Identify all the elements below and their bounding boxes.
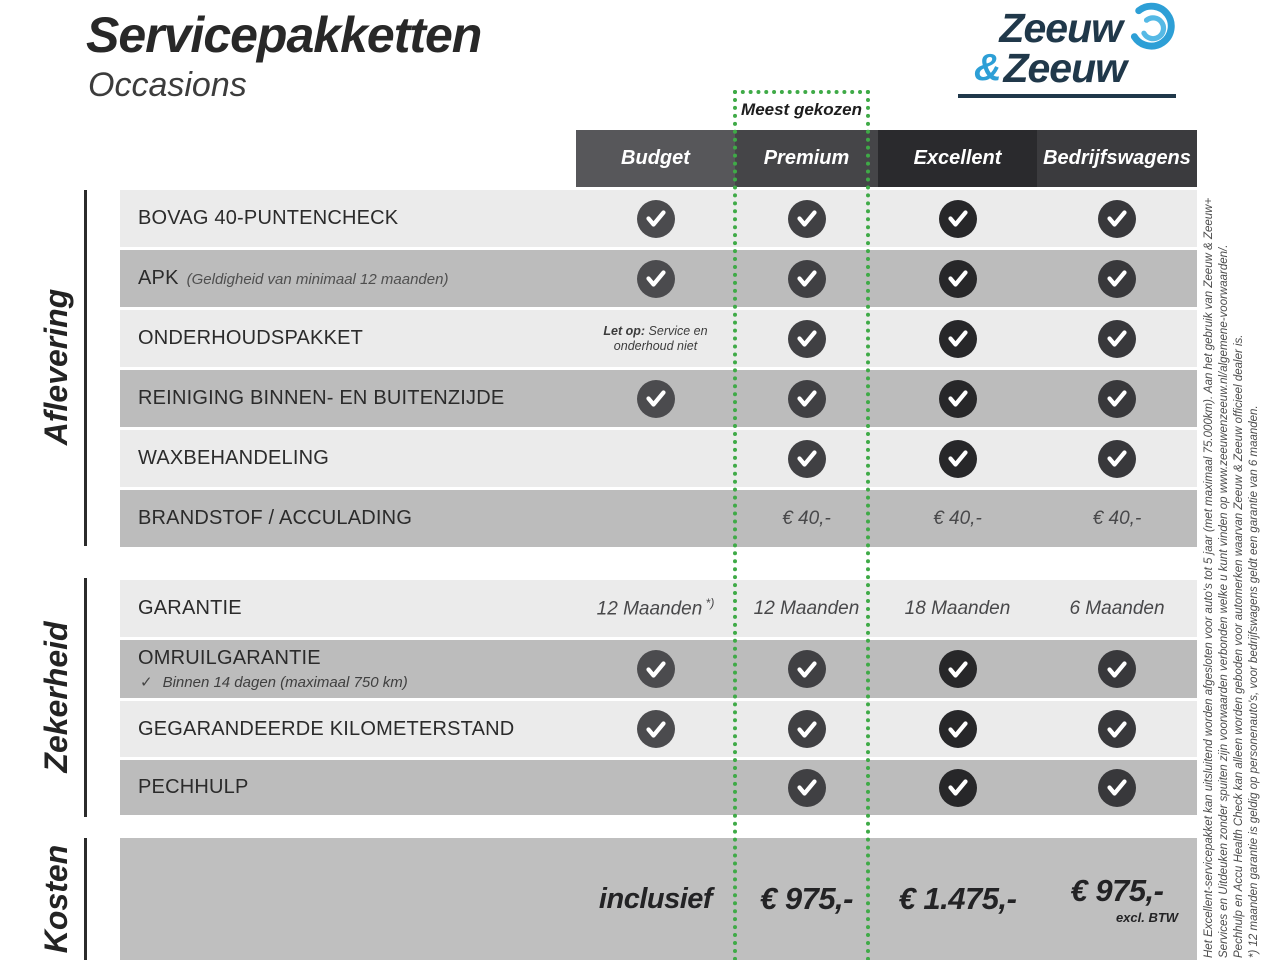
row-label-zone — [120, 490, 576, 547]
check-icon — [1098, 200, 1136, 238]
check-icon — [939, 769, 977, 807]
check-icon — [788, 200, 826, 238]
row-label-zone — [120, 701, 576, 757]
column-header-budget: Budget — [576, 130, 735, 187]
cost-value: € 1.475,- — [898, 881, 1017, 916]
cell-bedrijfswagens — [1037, 190, 1197, 247]
row-label-zone — [120, 760, 576, 815]
table-row — [120, 430, 1197, 487]
logo-word1: Zeeuw — [999, 4, 1122, 51]
check-icon — [939, 200, 977, 238]
table-row — [120, 370, 1197, 427]
disclaimer-line: Pechhulp en Accu Health Check kan alleen worden geboden voor automerken waarvan Zeeuw & Zeeuw officieel dealer is. — [1233, 334, 1245, 958]
row-label: PECHHULP — [138, 776, 249, 798]
cell-excellent — [878, 838, 1037, 960]
table-row — [120, 310, 1197, 367]
cell-budget — [576, 430, 735, 487]
cell-bedrijfswagens — [1037, 701, 1197, 757]
cell-budget — [576, 580, 735, 637]
section-line-aflevering — [84, 190, 87, 546]
cell-premium — [735, 760, 878, 815]
logo-word2: Zeeuw — [1003, 44, 1127, 91]
cell-bedrijfswagens — [1037, 310, 1197, 367]
table-row — [120, 760, 1197, 815]
cell-value: 6 Maanden — [1069, 597, 1165, 619]
cost-value: inclusief — [598, 882, 713, 915]
table-row — [120, 250, 1197, 307]
logo-ampersand: & — [974, 46, 1002, 89]
table-row — [120, 190, 1197, 247]
row-label-zone — [120, 310, 576, 367]
cost-subnote: excl. BTW — [1115, 910, 1179, 925]
footnote-marker: *) — [702, 596, 715, 611]
row-label-zone — [120, 580, 576, 637]
check-icon — [1098, 769, 1136, 807]
cell-value: 12 Maanden — [753, 597, 860, 619]
row-label: REINIGING BINNEN- EN BUITENZIJDE — [138, 387, 505, 409]
check-icon — [788, 320, 826, 358]
cell-budget — [576, 490, 735, 547]
cell-budget — [576, 190, 735, 247]
column-header-excellent: Excellent — [878, 130, 1037, 187]
row-label-zone — [120, 838, 576, 960]
section-label-kosten: Kosten — [37, 844, 74, 954]
row-label-zone — [120, 640, 576, 698]
table-row — [120, 838, 1197, 960]
cell-premium — [735, 490, 878, 547]
cell-budget — [576, 370, 735, 427]
check-icon — [939, 710, 977, 748]
row-label-zone — [120, 430, 576, 487]
check-icon — [637, 650, 675, 688]
cell-budget — [576, 838, 735, 960]
cell-value: 12 Maanden *) — [596, 596, 715, 620]
cell-premium — [735, 430, 878, 487]
most-chosen-label: Meest gekozen — [741, 100, 862, 119]
cost-value: € 975,- — [759, 881, 853, 916]
check-icon — [939, 260, 977, 298]
cell-bedrijfswagens — [1037, 370, 1197, 427]
cell-budget — [576, 701, 735, 757]
check-icon — [939, 380, 977, 418]
row-label: GEGARANDEERDE KILOMETERSTAND — [138, 717, 515, 740]
check-icon — [1098, 650, 1136, 688]
row-label-zone — [120, 190, 576, 247]
cell-excellent — [878, 310, 1037, 367]
table-row — [120, 580, 1197, 637]
cell-bedrijfswagens — [1037, 490, 1197, 547]
cell-bedrijfswagens — [1037, 640, 1197, 698]
cell-excellent — [878, 490, 1037, 547]
row-label-zone — [120, 370, 576, 427]
cell-premium — [735, 370, 878, 427]
cell-premium — [735, 701, 878, 757]
cell-value: € 40,- — [1092, 507, 1142, 529]
cell-premium — [735, 250, 878, 307]
small-check-icon: ✓ — [140, 674, 153, 691]
cell-premium — [735, 310, 878, 367]
check-icon — [1098, 260, 1136, 298]
column-header-bedrijfswagens: Bedrijfswagens — [1037, 130, 1197, 187]
disclaimer-text — [1202, 130, 1264, 958]
row-label: BRANDSTOF / ACCULADING — [138, 507, 413, 529]
check-icon — [788, 710, 826, 748]
check-icon — [637, 200, 675, 238]
page-subtitle: Occasions — [88, 66, 247, 104]
check-icon — [788, 440, 826, 478]
cell-bedrijfswagens — [1037, 838, 1197, 960]
cell-bedrijfswagens — [1037, 430, 1197, 487]
disclaimer-line: Services en Uitdeuken zonder spuiten zijn voorwaarden verbonden welke u kunt vinden op www.zeeuwenzeeuw.nl/algemene-voorwaarden/. — [1218, 244, 1230, 958]
cell-premium — [735, 838, 878, 960]
check-icon — [637, 260, 675, 298]
cell-premium — [735, 640, 878, 698]
section-label-aflevering: Aflevering — [37, 288, 74, 446]
check-icon — [788, 380, 826, 418]
row-label: ONDERHOUDSPAKKET — [138, 327, 364, 349]
row-label: OMRUILGARANTIE — [138, 647, 321, 669]
row-label: GARANTIE — [138, 597, 242, 619]
check-icon — [637, 710, 675, 748]
cell-excellent — [878, 430, 1037, 487]
cell-premium — [735, 190, 878, 247]
cell-excellent — [878, 250, 1037, 307]
row-sublabel: (Geldigheid van minimaal 12 maanden) — [186, 271, 449, 288]
check-icon — [939, 650, 977, 688]
budget-note: Let op: Service en onderhoud niet — [603, 323, 708, 353]
cell-premium — [735, 580, 878, 637]
cell-value: € 40,- — [933, 507, 982, 529]
table-row — [120, 490, 1197, 547]
cell-bedrijfswagens — [1037, 760, 1197, 815]
cell-excellent — [878, 760, 1037, 815]
section-line-kosten — [84, 838, 87, 960]
cell-excellent — [878, 580, 1037, 637]
column-header-band — [576, 130, 1197, 187]
column-header-premium: Premium — [735, 130, 878, 187]
cell-excellent — [878, 640, 1037, 698]
cell-bedrijfswagens — [1037, 250, 1197, 307]
cell-budget — [576, 640, 735, 698]
disclaimer-line: *) 12 maanden garantie is geldig op personenauto's, voor bedrijfswagens geldt een garantie van 6 maanden. — [1248, 405, 1260, 958]
cost-value: € 975,- — [1070, 873, 1164, 908]
row-label-zone — [120, 250, 576, 307]
check-icon — [939, 440, 977, 478]
check-icon — [788, 650, 826, 688]
table-row — [120, 640, 1197, 698]
cell-value: 18 Maanden — [904, 597, 1011, 619]
check-icon — [788, 260, 826, 298]
check-icon — [1098, 380, 1136, 418]
cell-budget — [576, 760, 735, 815]
disclaimer-line: Het Excellent-servicepakket kan uitsluitend worden afgesloten voor auto's tot 5 jaar (met maximaal 75.000km). Aan het gebruik van Zeeuw & Zeeuw+ — [1203, 197, 1215, 958]
check-icon — [1098, 440, 1136, 478]
row-label: APK — [138, 267, 179, 289]
check-icon — [788, 769, 826, 807]
cell-budget — [576, 310, 735, 367]
page-title: Servicepakketten — [86, 7, 482, 63]
check-icon — [1098, 320, 1136, 358]
row-label: BOVAG 40-PUNTENCHECK — [138, 207, 399, 229]
cell-budget — [576, 250, 735, 307]
check-icon — [637, 380, 675, 418]
check-icon — [939, 320, 977, 358]
cell-excellent — [878, 701, 1037, 757]
cell-bedrijfswagens — [1037, 580, 1197, 637]
cell-value: € 40,- — [782, 507, 831, 529]
row-subline: ✓ Binnen 14 dagen (maximaal 750 km) — [140, 674, 408, 691]
check-icon — [1098, 710, 1136, 748]
section-line-zekerheid — [84, 578, 87, 817]
cell-excellent — [878, 370, 1037, 427]
table-row — [120, 701, 1197, 757]
section-label-zekerheid: Zekerheid — [37, 621, 74, 773]
cell-excellent — [878, 190, 1037, 247]
row-label: WAXBEHANDELING — [138, 447, 329, 469]
